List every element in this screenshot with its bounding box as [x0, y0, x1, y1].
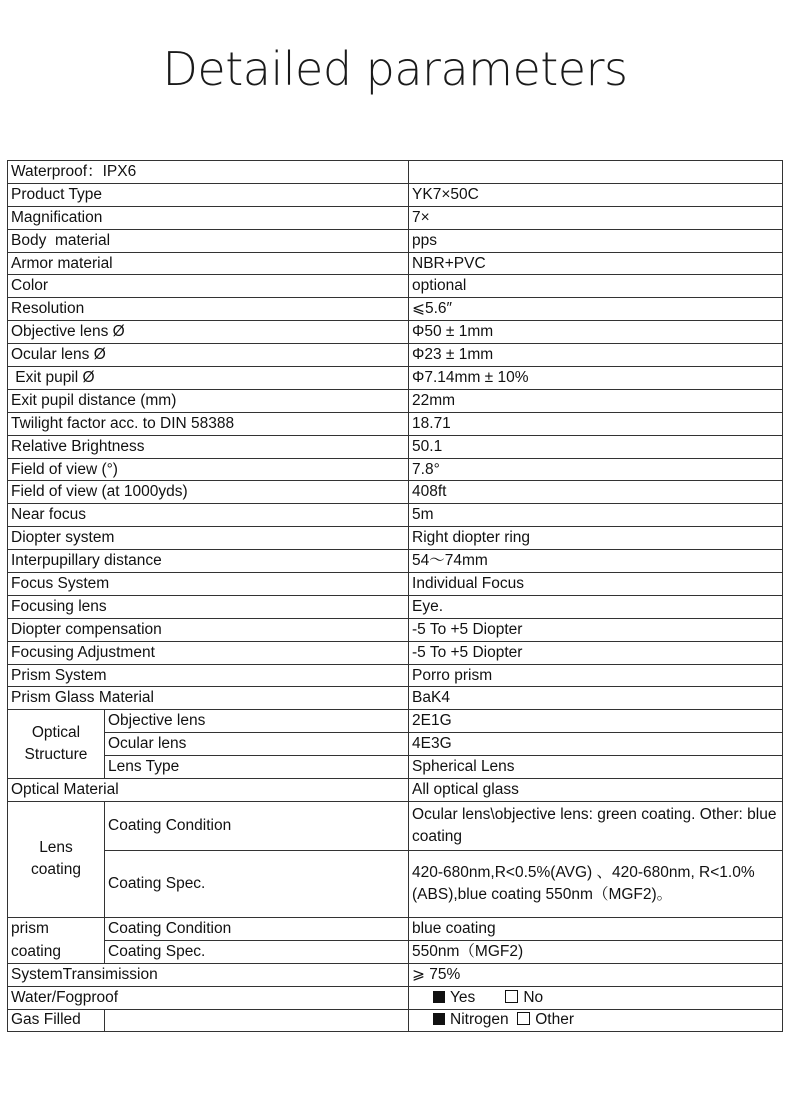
row-value: 2E1G — [409, 710, 783, 733]
row-value: -5 To +5 Diopter — [409, 641, 783, 664]
table-row — [8, 595, 783, 618]
row-value: 4E3G — [409, 733, 783, 756]
row-value: optional — [409, 275, 783, 298]
row-label: Coating Spec. — [105, 850, 409, 917]
table-row — [8, 206, 783, 229]
row-value: Right diopter ring — [409, 527, 783, 550]
row-label: Resolution — [8, 298, 409, 321]
table-row — [8, 321, 783, 344]
table-row — [8, 344, 783, 367]
table-row — [8, 389, 783, 412]
simple-rows — [8, 161, 783, 710]
table-row — [8, 850, 783, 917]
row-label: Armor material — [8, 252, 409, 275]
row-label: Objective lens Ø — [8, 321, 409, 344]
table-row — [8, 412, 783, 435]
table-row — [8, 664, 783, 687]
row-value: 18.71 — [409, 412, 783, 435]
row-value: 550nm（MGF2) — [409, 940, 783, 963]
row-label: Exit pupil distance (mm) — [8, 389, 409, 412]
row-label: Ocular lens Ø — [8, 344, 409, 367]
row-label: Field of view (°) — [8, 458, 409, 481]
table-row — [8, 275, 783, 298]
table-row — [8, 298, 783, 321]
lens-coating-group — [8, 801, 783, 917]
table-row — [8, 161, 783, 184]
row-value: 7.8° — [409, 458, 783, 481]
row-value: All optical glass — [409, 779, 783, 802]
row-label: Coating Condition — [105, 801, 409, 850]
row-value: YK7×50C — [409, 183, 783, 206]
unchecked-box-icon — [505, 990, 518, 1003]
option-other: Other — [535, 1011, 574, 1029]
table-row — [8, 183, 783, 206]
table-row — [8, 618, 783, 641]
table-row — [8, 756, 783, 779]
row-label: Twilight factor acc. to DIN 58388 — [8, 412, 409, 435]
row-value: -5 To +5 Diopter — [409, 618, 783, 641]
prism-coating-label-line2: coating — [8, 940, 105, 963]
row-value: blue coating — [409, 917, 783, 940]
row-label: Diopter compensation — [8, 618, 409, 641]
row-label: Relative Brightness — [8, 435, 409, 458]
row-label: Focusing lens — [8, 595, 409, 618]
row-value: ⩽5.6″ — [409, 298, 783, 321]
table-row — [8, 229, 783, 252]
table-row — [8, 435, 783, 458]
prism-coating-label-line1: prism — [8, 917, 105, 940]
table-row — [8, 367, 783, 390]
row-value: NBR+PVC — [409, 252, 783, 275]
row-label: Gas Filled — [8, 1009, 105, 1032]
row-label: Product Type — [8, 183, 409, 206]
checked-box-icon — [433, 1013, 445, 1025]
table-row — [8, 940, 783, 963]
row-label: Body material — [8, 229, 409, 252]
row-label: Exit pupil Ø — [8, 367, 409, 390]
table-row — [8, 710, 783, 733]
row-label: Magnification — [8, 206, 409, 229]
row-value: 22mm — [409, 389, 783, 412]
empty-cell — [105, 1009, 409, 1032]
row-value: Porro prism — [409, 664, 783, 687]
row-value — [409, 161, 783, 184]
checked-box-icon — [433, 991, 445, 1003]
row-value: ⩾ 75% — [409, 963, 783, 986]
table-row — [8, 252, 783, 275]
row-value: 408ft — [409, 481, 783, 504]
option-yes: Yes — [450, 988, 476, 1006]
table-row — [8, 641, 783, 664]
row-label: Interpupillary distance — [8, 550, 409, 573]
row-value: Φ50 ± 1mm — [409, 321, 783, 344]
row-label: Focusing Adjustment — [8, 641, 409, 664]
parameters-table — [7, 160, 783, 1032]
table-row — [8, 458, 783, 481]
row-value: 50.1 — [409, 435, 783, 458]
row-label: Diopter system — [8, 527, 409, 550]
table-row — [8, 733, 783, 756]
row-label: Ocular lens — [105, 733, 409, 756]
row-label: Water/Fogproof — [8, 986, 409, 1009]
row-label: Focus System — [8, 573, 409, 596]
row-value: Eye. — [409, 595, 783, 618]
option-nitrogen: Nitrogen — [450, 1011, 509, 1029]
table-row — [8, 573, 783, 596]
table-row — [8, 1009, 783, 1032]
row-value: 54～74mm — [409, 550, 783, 573]
row-label: Coating Condition — [105, 917, 409, 940]
row-value: Φ23 ± 1mm — [409, 344, 783, 367]
row-value: 5m — [409, 504, 783, 527]
option-no: No — [523, 988, 544, 1006]
row-label: Color — [8, 275, 409, 298]
optical-structure-label: Optical Structure — [8, 710, 105, 779]
table-row — [8, 801, 783, 850]
row-label: Lens Type — [105, 756, 409, 779]
table-row — [8, 779, 783, 802]
row-label: Prism Glass Material — [8, 687, 409, 710]
table-row — [8, 963, 783, 986]
table-row — [8, 481, 783, 504]
row-value: Spherical Lens — [409, 756, 783, 779]
row-label: Near focus — [8, 504, 409, 527]
lens-coating-label: Lens coating — [8, 801, 105, 917]
row-value: Individual Focus — [409, 573, 783, 596]
table-row — [8, 986, 783, 1009]
table-row — [8, 527, 783, 550]
gas-filled-options — [409, 1009, 783, 1032]
row-value: BaK4 — [409, 687, 783, 710]
row-value: pps — [409, 229, 783, 252]
row-value: 420-680nm,R<0.5%(AVG) 、420-680nm, R<1.0%(ABS),blue coating 550nm（MGF2)。 — [409, 850, 783, 917]
row-value: 7× — [409, 206, 783, 229]
row-value: Φ7.14mm ± 10% — [409, 367, 783, 390]
row-label: Coating Spec. — [105, 940, 409, 963]
table-row — [8, 687, 783, 710]
table-row — [8, 550, 783, 573]
row-label: SystemTransimission — [8, 963, 409, 986]
table-row — [8, 917, 783, 940]
row-value: Ocular lens\objective lens: green coating. Other: blue coating — [409, 801, 783, 850]
table-row — [8, 504, 783, 527]
row-label: Field of view (at 1000yds) — [8, 481, 409, 504]
unchecked-box-icon — [517, 1012, 530, 1025]
row-label: Objective lens — [105, 710, 409, 733]
optical-structure-group — [8, 710, 783, 802]
row-label: Prism System — [8, 664, 409, 687]
row-label: Waterproof：IPX6 — [8, 161, 409, 184]
water-fogproof-options — [409, 986, 783, 1009]
row-label: Optical Material — [8, 779, 409, 802]
page-title: Detailed parameters — [162, 42, 628, 96]
prism-coating-group — [8, 917, 783, 1031]
